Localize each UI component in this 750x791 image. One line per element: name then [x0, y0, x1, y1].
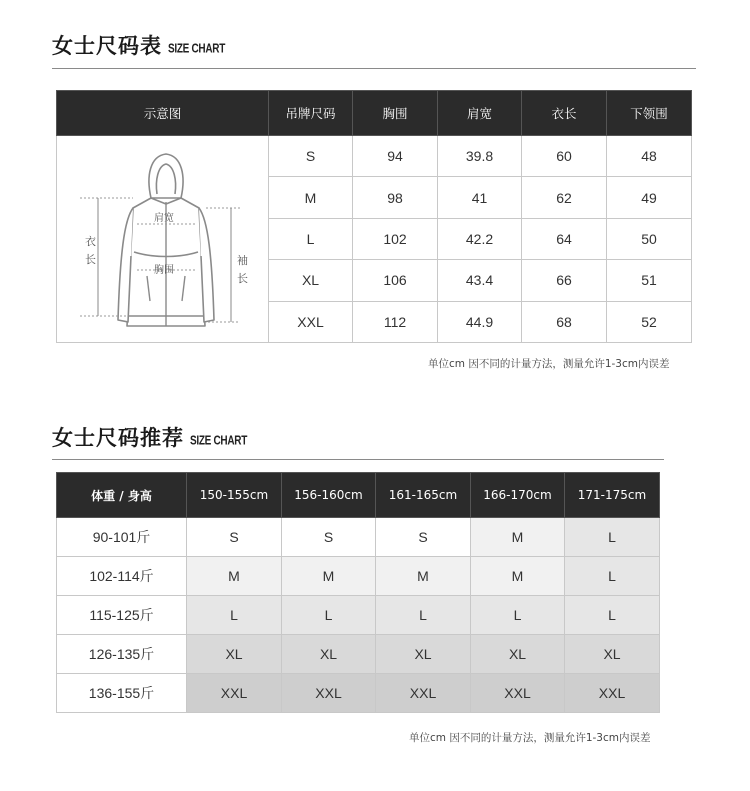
- recommend-subtitle: SIZE CHART: [190, 434, 248, 448]
- size-cell: M: [282, 557, 376, 596]
- size-cell: XXL: [376, 674, 471, 713]
- size-cell: L: [471, 596, 565, 635]
- length-cell: 62: [522, 177, 607, 218]
- hem-cell: 50: [607, 218, 692, 259]
- size-table-header-row: [57, 91, 692, 136]
- size-cell: L: [565, 518, 660, 557]
- size-cell: M: [187, 557, 282, 596]
- size-cell: XXL: [565, 674, 660, 713]
- weight-cell: 102-114斤: [57, 557, 187, 596]
- table-row: [57, 518, 660, 557]
- chest-cell: 112: [353, 301, 438, 342]
- title-divider: [52, 68, 696, 69]
- table-row: [57, 635, 660, 674]
- size-cell: S: [187, 518, 282, 557]
- weight-cell: 115-125斤: [57, 596, 187, 635]
- size-cell: M: [269, 177, 353, 218]
- size-cell: M: [376, 557, 471, 596]
- header-chest: 胸围: [353, 91, 438, 136]
- jacket-diagram: [57, 136, 269, 343]
- size-cell: S: [269, 136, 353, 177]
- size-table: [56, 90, 692, 343]
- size-cell: M: [471, 518, 565, 557]
- header-length: 衣长: [522, 91, 607, 136]
- shoulder-cell: 39.8: [438, 136, 522, 177]
- table-row: [57, 674, 660, 713]
- length-label-1: 衣: [84, 236, 96, 248]
- size-cell: L: [269, 218, 353, 259]
- sleeve-label-1: 袖: [236, 255, 248, 267]
- length-cell: 64: [522, 218, 607, 259]
- recommend-title: 女士尺码推荐: [52, 426, 184, 450]
- table-row: [57, 596, 660, 635]
- jacket-icon: [58, 136, 268, 339]
- size-cell: XL: [282, 635, 376, 674]
- length-cell: 68: [522, 301, 607, 342]
- size-cell: M: [471, 557, 565, 596]
- header-hem: 下领围: [607, 91, 692, 136]
- sleeve-label-2: 长: [236, 273, 248, 285]
- size-cell: L: [282, 596, 376, 635]
- size-cell: XXL: [471, 674, 565, 713]
- chest-cell: 102: [353, 218, 438, 259]
- size-cell: XL: [376, 635, 471, 674]
- weight-cell: 136-155斤: [57, 674, 187, 713]
- chest-cell: 98: [353, 177, 438, 218]
- header-shoulder: 肩宽: [438, 91, 522, 136]
- size-cell: L: [376, 596, 471, 635]
- size-chart-subtitle: SIZE CHART: [168, 42, 226, 56]
- recommend-header-row: [57, 473, 660, 518]
- hem-cell: 52: [607, 301, 692, 342]
- hem-cell: 48: [607, 136, 692, 177]
- shoulder-cell: 43.4: [438, 260, 522, 301]
- header-height: 156-160cm: [282, 473, 376, 518]
- chest-cell: 94: [353, 136, 438, 177]
- header-height: 166-170cm: [471, 473, 565, 518]
- size-cell: XL: [187, 635, 282, 674]
- size-chart-title: 女士尺码表: [52, 34, 162, 58]
- size-cell: XXL: [282, 674, 376, 713]
- size-chart-heading: [52, 34, 225, 58]
- weight-cell: 90-101斤: [57, 518, 187, 557]
- shoulder-cell: 42.2: [438, 218, 522, 259]
- header-diagram: 示意图: [57, 91, 269, 136]
- shoulder-cell: 41: [438, 177, 522, 218]
- shoulder-cell: 44.9: [438, 301, 522, 342]
- chest-label: 胸围: [153, 265, 174, 276]
- header-tag-size: 吊牌尺码: [269, 91, 353, 136]
- measurement-note: 单位cm 因不同的计量方法，测量允许1-3cm内误差: [409, 732, 651, 744]
- recommend-table: [56, 472, 660, 713]
- weight-cell: 126-135斤: [57, 635, 187, 674]
- length-cell: 66: [522, 260, 607, 301]
- size-cell: XXL: [269, 301, 353, 342]
- table-row: [57, 557, 660, 596]
- size-cell: L: [565, 557, 660, 596]
- size-cell: S: [282, 518, 376, 557]
- header-height: 150-155cm: [187, 473, 282, 518]
- size-cell: S: [376, 518, 471, 557]
- length-label-2: 长: [84, 254, 96, 266]
- table-row: [57, 136, 692, 177]
- header-height: 161-165cm: [376, 473, 471, 518]
- header-height: 171-175cm: [565, 473, 660, 518]
- size-cell: XL: [269, 260, 353, 301]
- title-divider: [52, 459, 664, 460]
- chest-cell: 106: [353, 260, 438, 301]
- size-cell: L: [187, 596, 282, 635]
- size-cell: XL: [471, 635, 565, 674]
- hem-cell: 49: [607, 177, 692, 218]
- size-cell: XL: [565, 635, 660, 674]
- size-cell: XXL: [187, 674, 282, 713]
- shoulder-label: 肩宽: [153, 213, 174, 224]
- size-cell: L: [565, 596, 660, 635]
- length-cell: 60: [522, 136, 607, 177]
- measurement-note: 单位cm 因不同的计量方法，测量允许1-3cm内误差: [428, 358, 670, 370]
- header-weight-height: 体重 / 身高: [57, 473, 187, 518]
- hem-cell: 51: [607, 260, 692, 301]
- recommend-heading: [52, 426, 247, 450]
